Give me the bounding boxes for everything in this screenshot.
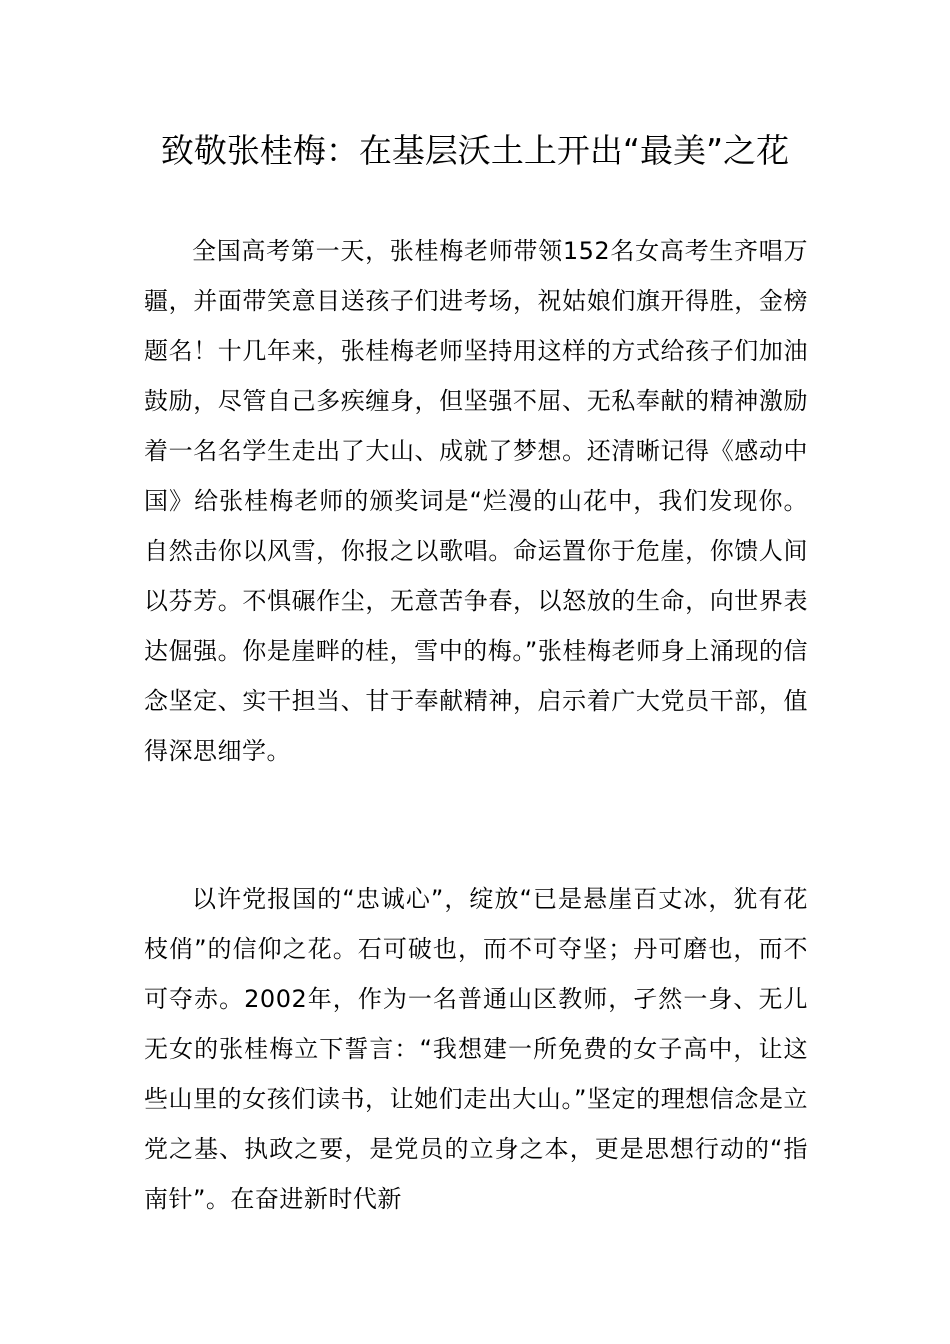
document-title: 致敬张桂梅：在基层沃土上开出“最美”之花 <box>160 131 790 170</box>
paragraph-2: 以许党报国的“忠诚心”，绽放“已是悬崖百丈冰，犹有花枝俏”的信仰之花。石可破也，而不可夺坚；丹可磨也，而不可夺赤。2002年，作为一名普通山区教师，孑然一身、无儿无女的张桂梅立下誓言：“我想建一所免费的女子高中，让这些山里的女孩们读书，让她们走出大山。”坚定的理想信念是立党之基、执政之要，是党员的立身之本，更是思想行动的“指南针”。在奋进新时代新 <box>144 885 808 1213</box>
paragraph-1: 全国高考第一天，张桂梅老师带领152名女高考生齐唱万疆，并面带笑意目送孩子们进考场，祝姑娘们旗开得胜，金榜题名！十几年来，张桂梅老师坚持用这样的方式给孩子们加油鼓励，尽管自己多疾缠身，但坚强不屈、无私奉献的精神激励着一名名学生走出了大山、成就了梦想。还清晰记得《感动中国》给张桂梅老师的颁奖词是“烂漫的山花中，我们发现你。自然击你以风雪，你报之以歌唱。命运置你于危崖，你馈人间以芬芳。不惧碾作尘，无意苦争春，以怒放的生命，向世界表达倔强。你是崖畔的桂，雪中的梅。”张桂梅老师身上涌现的信念坚定、实干担当、甘于奉献精神，启示着广大党员干部，值得深思细学。 <box>144 237 808 765</box>
